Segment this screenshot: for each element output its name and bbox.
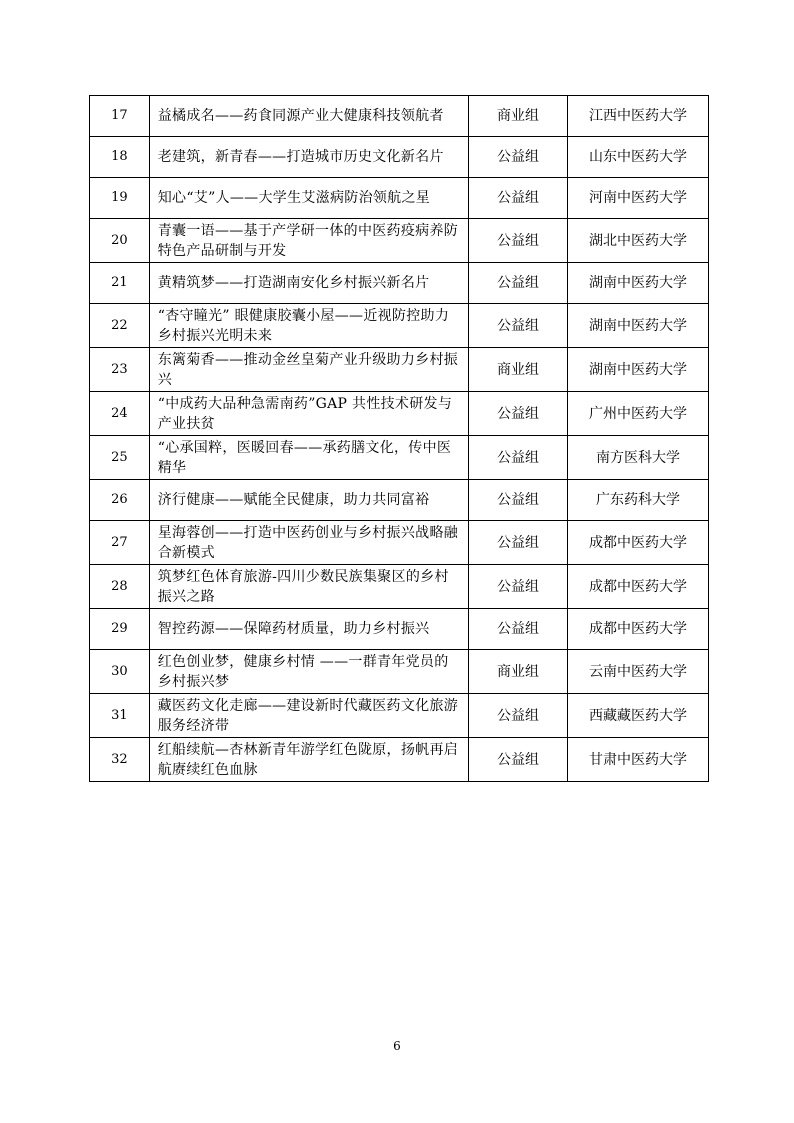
group-category: 公益组 xyxy=(468,565,567,609)
row-number: 28 xyxy=(90,565,150,609)
school-name: 山东中医药大学 xyxy=(568,137,709,178)
table-row xyxy=(90,609,709,650)
school-name: 云南中医药大学 xyxy=(568,650,709,694)
project-title: 星海蓉创——打造中医药创业与乡村振兴战略融合新模式 xyxy=(149,521,468,565)
project-title: 济行健康——赋能全民健康，助力共同富裕 xyxy=(149,480,468,521)
project-title: 红色创业梦，健康乡村情 ——一群青年党员的乡村振兴梦 xyxy=(149,650,468,694)
school-name: 西藏藏医药大学 xyxy=(568,694,709,738)
row-number: 26 xyxy=(90,480,150,521)
group-category: 公益组 xyxy=(468,738,567,782)
project-title: 红船续航—杏林新青年游学红色陇原，扬帆再启航赓续红色血脉 xyxy=(149,738,468,782)
row-number: 31 xyxy=(90,694,150,738)
school-name: 广东药科大学 xyxy=(568,480,709,521)
group-category: 公益组 xyxy=(468,137,567,178)
project-title: “杏守瞳光” 眼健康胶囊小屋——近视防控助力乡村振兴光明未来 xyxy=(149,304,468,348)
school-name: 广州中医药大学 xyxy=(568,392,709,436)
row-number: 32 xyxy=(90,738,150,782)
school-name: 成都中医药大学 xyxy=(568,521,709,565)
school-name: 成都中医药大学 xyxy=(568,609,709,650)
table-row xyxy=(90,738,709,782)
table-row xyxy=(90,178,709,219)
table-body xyxy=(90,96,709,782)
row-number: 29 xyxy=(90,609,150,650)
group-category: 公益组 xyxy=(468,480,567,521)
project-title: “心承国粹，医暖回春——承药膳文化，传中医精华 xyxy=(149,436,468,480)
project-title: 东篱菊香——推动金丝皇菊产业升级助力乡村振兴 xyxy=(149,348,468,392)
row-number: 30 xyxy=(90,650,150,694)
table-row xyxy=(90,96,709,137)
table-row xyxy=(90,521,709,565)
row-number: 21 xyxy=(90,263,150,304)
table-row xyxy=(90,480,709,521)
projects-table xyxy=(89,95,709,782)
school-name: 甘肃中医药大学 xyxy=(568,738,709,782)
page-number: 6 xyxy=(393,1039,401,1053)
group-category: 商业组 xyxy=(468,650,567,694)
table-row xyxy=(90,650,709,694)
table-row xyxy=(90,304,709,348)
project-title: “中成药大品种急需南药”GAP 共性技术研发与产业扶贫 xyxy=(149,392,468,436)
school-name: 成都中医药大学 xyxy=(568,565,709,609)
table-row xyxy=(90,219,709,263)
row-number: 20 xyxy=(90,219,150,263)
group-category: 公益组 xyxy=(468,521,567,565)
row-number: 18 xyxy=(90,137,150,178)
group-category: 公益组 xyxy=(468,436,567,480)
group-category: 公益组 xyxy=(468,694,567,738)
school-name: 湖南中医药大学 xyxy=(568,263,709,304)
project-title: 智控药源——保障药材质量，助力乡村振兴 xyxy=(149,609,468,650)
row-number: 17 xyxy=(90,96,150,137)
project-title: 知心“艾”人——大学生艾滋病防治领航之星 xyxy=(149,178,468,219)
table-row xyxy=(90,694,709,738)
row-number: 22 xyxy=(90,304,150,348)
school-name: 河南中医药大学 xyxy=(568,178,709,219)
row-number: 19 xyxy=(90,178,150,219)
group-category: 公益组 xyxy=(468,392,567,436)
table-row xyxy=(90,565,709,609)
table-row xyxy=(90,436,709,480)
school-name: 湖南中医药大学 xyxy=(568,348,709,392)
table-row xyxy=(90,348,709,392)
group-category: 公益组 xyxy=(468,304,567,348)
project-title: 老建筑，新青春——打造城市历史文化新名片 xyxy=(149,137,468,178)
project-title: 黄精筑梦——打造湖南安化乡村振兴新名片 xyxy=(149,263,468,304)
school-name: 湖南中医药大学 xyxy=(568,304,709,348)
table-row xyxy=(90,392,709,436)
school-name: 江西中医药大学 xyxy=(568,96,709,137)
group-category: 商业组 xyxy=(468,348,567,392)
group-category: 公益组 xyxy=(468,219,567,263)
project-title: 藏医药文化走廊——建设新时代藏医药文化旅游服务经济带 xyxy=(149,694,468,738)
row-number: 24 xyxy=(90,392,150,436)
table-row xyxy=(90,137,709,178)
school-name: 南方医科大学 xyxy=(568,436,709,480)
row-number: 25 xyxy=(90,436,150,480)
school-name: 湖北中医药大学 xyxy=(568,219,709,263)
group-category: 公益组 xyxy=(468,178,567,219)
group-category: 商业组 xyxy=(468,96,567,137)
project-title: 益橘成名——药食同源产业大健康科技领航者 xyxy=(149,96,468,137)
project-title: 青囊一语——基于产学研一体的中医药疫病养防特色产品研制与开发 xyxy=(149,219,468,263)
project-title: 筑梦红色体育旅游-四川少数民族集聚区的乡村振兴之路 xyxy=(149,565,468,609)
group-category: 公益组 xyxy=(468,609,567,650)
row-number: 27 xyxy=(90,521,150,565)
group-category: 公益组 xyxy=(468,263,567,304)
table-row xyxy=(90,263,709,304)
row-number: 23 xyxy=(90,348,150,392)
